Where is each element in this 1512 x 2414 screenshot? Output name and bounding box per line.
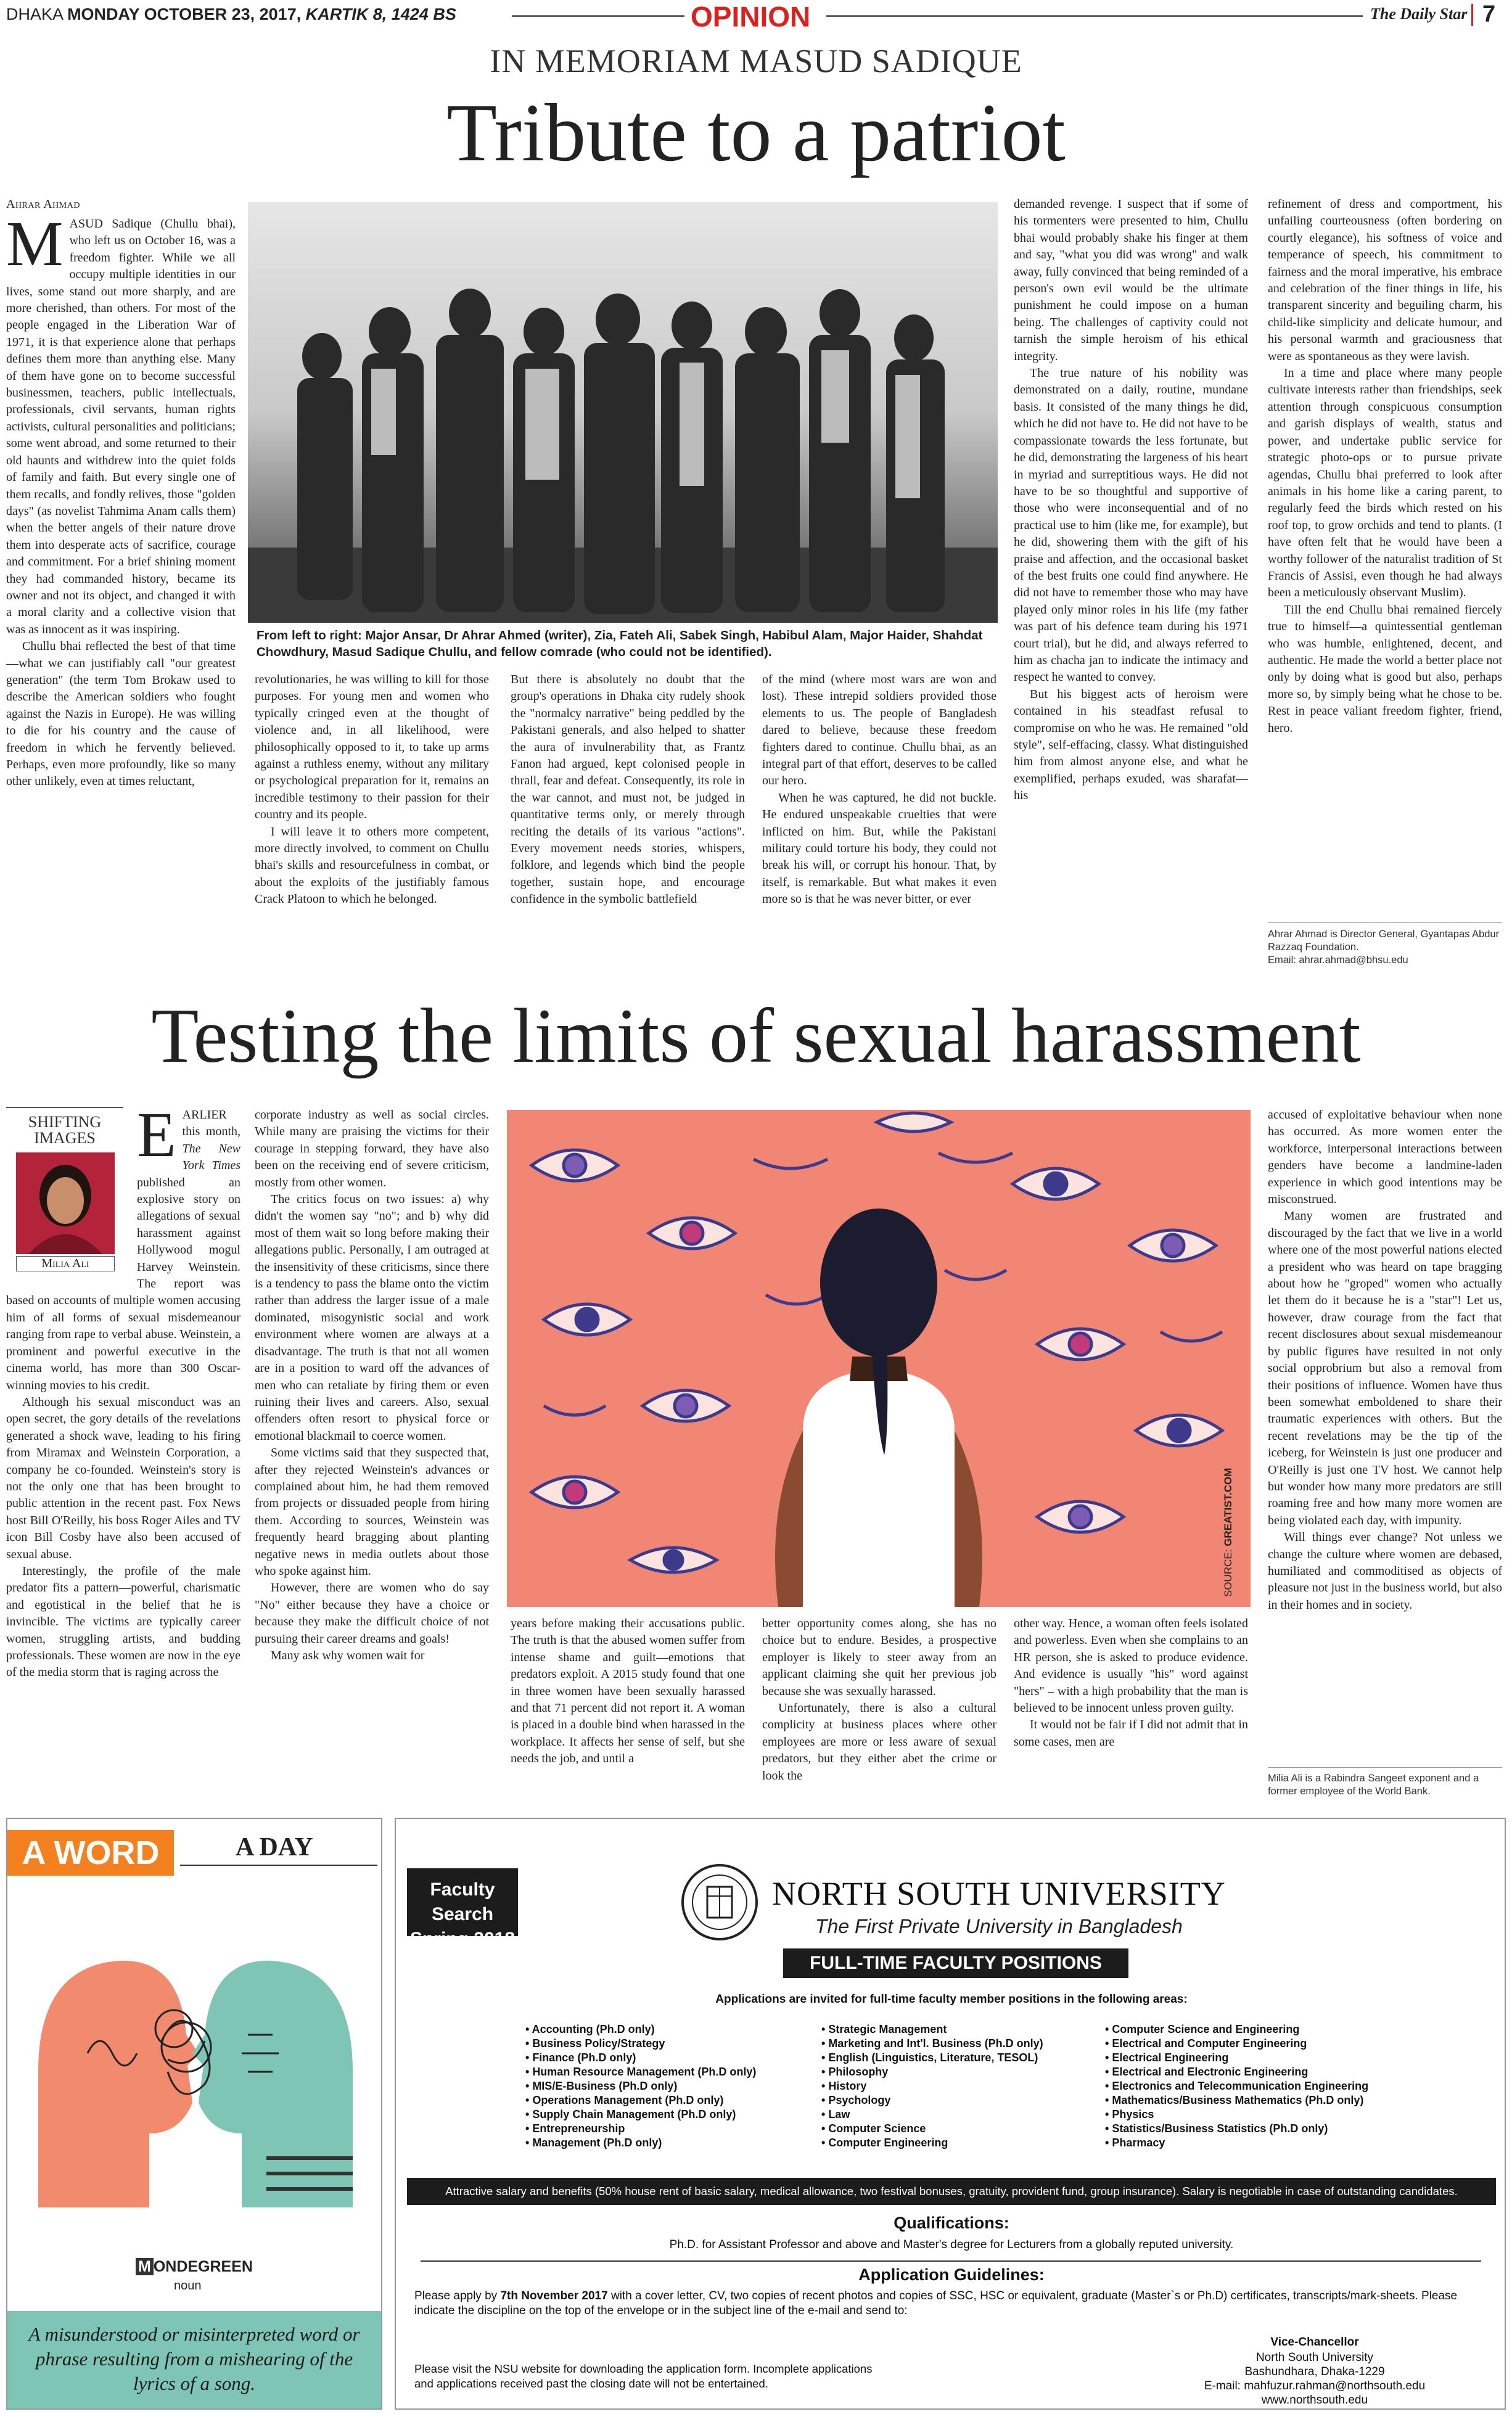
article1-note-rule [1268, 922, 1502, 923]
qualifications-text: Ph.D. for Assistant Professor and above and Master's degree for Lecturers from a globally reputed university. [669, 2238, 1234, 2251]
position-item: • Strategic Management [821, 2022, 1105, 2037]
positions-intro: Applications are invited for full-time faculty member positions in the following areas: [715, 1993, 1188, 2006]
contact-line: North South University [1255, 2351, 1374, 2364]
article1-column-5: demanded revenge. I suspect that if some of his tormenters were presented to him, Chullu bhai would probably shake his finger at them and say, "what you did was wrong" and walk away, fully convinced that being reminded of a person's own evil would be the ultimate punishment he could impose on a human being. The challenges of captivity could not tarnish the simple heroism of his ethical integrity. The true nature of his nobility was demonstrated on a daily, routine, mundane basis. It consisted of the many things he did, which he did not have to. He did not have to be compassionate towards the less fortunate, but he did, demonstrating the largeness of his heart in myriad and surreptitious ways. He did not have to be so thoughtful and supportive of those who were inconsequential and of no practical use to him (like me, for example), but he did, showering them with the gift of his praise and affection, and the occasional basket of the best fruits one could find anywhere. He did not have to remember those who may have played only minor roles in his life (my father was part of his defence team during his 1971 court trial), but he did, and always referred to him as chacha jan to indicate the intimacy and respect he wanted to convey. But his biggest acts of heroism were contained in his steadfast refusal to compromise on who he was. He remained "old style", self-effacing, classy. What distinguished him from almost anyone else, and what he exemplified, perhaps exuded, was sharafat—his [1014, 197, 1248, 803]
position-item: • History [821, 2079, 1105, 2093]
position-item: • Management (Ph.D only) [525, 2136, 815, 2150]
article1-column-4: of the mind (where most wars are won and lost). These intrepid soldiers provided those elements to us. The people of Bangladesh dared to believe, because these freedom fighters dared to continue. Chullu bhai, as an integral part of that effort, deserves to be called our hero. When he was captured, he did not buckle. He endured unspeakable cruelties that were inflicted on him. But, while the Pakistani military could torture his body, they could not break his will, or corrupt his honour. That, by itself, is remarkable. But what makes it even more so is that he was never bitter, or ever [762, 673, 996, 906]
nsu-name: NORTH SOUTH UNIVERSITY [772, 1875, 1226, 1912]
position-item: • Entrepreneurship [525, 2122, 815, 2136]
article2-column-3: years before making their accusations public. The truth is that the abused women suffer from intense shame and guilt—emotions that predators exploit. A 2015 study found that one in three women have been sexually harassed and that 71 percent did not report it. A woman is placed in a double bind when harassed in the workplace. It affects her sense of self, but she needs the job, and until a [511, 1617, 745, 1766]
article2-note-rule [1268, 1767, 1502, 1768]
nsu-crest-icon [680, 1862, 760, 1942]
positions-list-1 [525, 2022, 815, 2150]
image-source-credit: SOURCE: GREATIST.COM [1222, 1468, 1234, 1597]
position-item: • Operations Management (Ph.D only) [525, 2093, 815, 2108]
faculty-positions-banner: FULL-TIME FACULTY POSITIONS [783, 1948, 1128, 1978]
position-item: • Electronics and Telecommunication Engineering [1105, 2079, 1494, 2093]
article1-column-1: MASUD Sadique (Chullu bhai), who left us on October 16, was a freedom fighter. While we all occupy multiple identities in our lives, some stand out more sharply, and are more cherished, than others. For most of the people engaged in the Liberation War of 1971, it is that experience alone that perhaps defines them more than anything else. Many of them have gone on to become successful businessmen, teachers, public intellectuals, professionals, civil servants, human rights activists, cultural personalities and politicians; some went abroad, and some returned to their old haunts and withdrew into the quiet folds of family and faith. But every single one of them recalls, and fondly relives, those "golden days" (as novelist Tahmima Anam calls them) when the better angels of their nature drove them into desperate acts of sacrifice, courage and commitment. For a brief shining moment they had commanded history, became its owner and not its object, and changed it with a moral clarity and a collective vision that was as innocent as it was inspiring. Chullu bhai reflected the best of that time—what we can justifiably call "our greatest generation" (the term Tom Brokaw used to describe the American soldiers who fought against the Nazis in Europe). He was willing to die for his country and the cause of freedom in which he fervently believed. Perhaps, even more profoundly, like so many other unlikely, even at times reluctant, [6, 216, 236, 789]
column-name: SHIFTING IMAGES [28, 1113, 102, 1147]
contact-title: Vice-Chancellor [1270, 2336, 1359, 2349]
word-a-day-title-a: A WORD [7, 1830, 174, 1876]
mondegreen-word: M ONDEGREEN [136, 2258, 253, 2276]
contact-line: E-mail: mahfuzur.rahman@northsouth.edu [1204, 2379, 1426, 2392]
position-item: • Accounting (Ph.D only) [525, 2022, 815, 2037]
section-label: OPINION [691, 1, 811, 33]
article2-column-6: accused of exploitative behaviour when none has occurred. As more women enter the workforce, interpersonal interactions between genders have become a landmine-laden experience in which good intentions may be misconstrued. Many women are frustrated and discouraged by the fact that we live in a world where one of the most powerful nations elected a president who was heard on tape bragging about how he "groped" women who actually let them do it because he is a "star"! Let us, however, draw courage from the fact that recent disclosures about sexual misdemeanour by public figures have resulted in not only social opprobrium but also a removal from their positions of influence. Women have thus been somewhat emboldened to share their traumatic experiences with others. But the recent revelations may be the tip of the iceberg, for Weinstein is just one producer and O'Reilly is just one TV host. We cannot help but wonder how many more predators are still roaming free and how many more women are being violated each day, with impunity. Will things ever change? Not unless we change the culture where women are debased, humiliated and commoditised as objects of pleasure not just in the business world, but also in their homes and in society. [1268, 1108, 1502, 1612]
article1-column-2: revolutionaries, he was willing to kill for those purposes. For young men and women who typically cringed even at the thought of violence and, in all likelihood, were philosophically opposed to it, to take up arms against a ruthless enemy, without any military or psychological preparation for it, remains an incredible testimony to their passion for their country and its people. I will leave it to others more competent, more directly involved, to comment on Chullu bhai's skills and resourcefulness in combat, or about the exploits of the justifiably famous Crack Platoon to which he belonged. [255, 673, 489, 906]
article1-byline: Ahrar Ahmad [6, 197, 80, 211]
article2-column-1: EARLIER this month, The New York Times published an explosive story on allegations of sexual harassment against Hollywood mogul Harvey Weinstein. The report was based on accounts of multiple women accusing him of all forms of sexual misdemeanour ranging from rape to verbal abuse. Weinstein, a prominent and powerful executive in the cinema world, has more than 300 Oscar-winning movies to his credit. Although his sexual misconduct was an open secret, the gory details of the revelations generated a shock wave, leading to his firing from Miramax and Weinstein Corporation, a company he co-founded. Weinstein's story is not the only one that has been brought to public attention in the recent past. Fox News host Bill O'Reilly, his boss Roger Ailes and TV icon Bill Cosby have also been accused of sexual abuse. Interestingly, the profile of the male predator fits a pattern—powerful, charismatic and egotistical in the belief that he is invincible. The victims are typically career women, struggling artists, and budding professionals. These women are now in the eye of the media storm that is raging across the [6, 1107, 240, 1680]
article2-dropcap: E [137, 1107, 176, 1170]
article1-dropcap: M [6, 216, 64, 279]
nsu-ad [395, 1818, 1506, 2410]
article2-author-note: Milia Ali is a Rabindra Sangeet exponent and a former employee of the World Bank. [1268, 1773, 1479, 1797]
position-item: • Marketing and Int'l. Business (Ph.D only) [821, 2037, 1105, 2051]
word-a-day-title-rule [180, 1865, 377, 1866]
contact-line: www.northsouth.edu [1261, 2394, 1368, 2407]
position-item: • MIS/E-Business (Ph.D only) [525, 2079, 815, 2093]
position-item: • Computer Engineering [821, 2136, 1105, 2150]
qualifications-title: Qualifications: [894, 2214, 1009, 2232]
article1-column-6: refinement of dress and comportment, his unfailing courteousness (often bordering on courtly elegance), his softness of voice and temperance of speech, his commitment to fairness and the moral imperative, his embrace and celebration of the finer things in life, his transparent sincerity and beguiling charm, his child-like simplicity and delicate humour, and his personal warmth and graciousness that were as spontaneous as they were lavish. In a time and place where many people cultivate interests rather than friendships, seek attention through conspicuous consumption and garish displays of wealth, status and power, and undertake public service for strategic photo-ops or to pursue private agendas, Chullu bhai preferred to look after animals in his home like a caring parent, to regularly feed the birds which rested on his roof top, to grow orchids and tend to plants. (I have often felt that he would have been a worthy follower of the naturalist tradition of St Francis of Assisi, even though he had always been a meticulously observant Muslim). Till the end Chullu bhai remained fiercely true to himself—a quintessential gentleman who was humble, enlightened, decent, and authentic. He made the world a better place not only by doing what is good but also, perhaps more so, by simply being what he chose to be. Rest in peace valiant freedom fighter, friend, hero. [1268, 197, 1502, 735]
article2-headline: Testing the limits of sexual harassment [151, 993, 1361, 1079]
article2-column-4: better opportunity comes along, she has no choice but to endure. Besides, a prospective employer is likely to steer away from an applicant claiming she quit her previous job because she was sexually harassed. Unfortunately, there is also a cultural complicity at business places where other employees are more or less aware of sexual predators, but they either abet the crime or look the [762, 1617, 996, 1783]
columnist-name-badge: Milia Ali [16, 1256, 115, 1271]
word-a-day-box [6, 1818, 382, 2410]
article1-photo-caption: From left to right: Major Ansar, Dr Ahrar Ahmed (writer), Zia, Fateh Ali, Sabek Singh, Habibul Alam, Major Haider, Shahdat Chowdhury, Masud Sadique Chullu, and fellow comrade (who could not be identified). [257, 628, 983, 659]
position-item: • Philosophy [821, 2065, 1105, 2079]
nsu-tagline: The First Private University in Bangladesh [815, 1915, 1183, 1937]
position-item: • Law [821, 2108, 1105, 2122]
article2-column-5: other way. Hence, a woman often feels isolated and powerless. Even when she complains to an HR person, she is asked to produce evidence. And evidence is usually "his" word against "hers" – with a high probability that the man is believed to be innocent unless proven guilty. It would not be fair if I did not admit that in some cases, men are [1014, 1617, 1248, 1749]
contact-line: Bashundhara, Dhaka-1229 [1244, 2365, 1385, 2378]
masthead-rule-right [826, 15, 1363, 17]
position-item: • Psychology [821, 2093, 1105, 2108]
position-item: • Business Policy/Strategy [525, 2037, 815, 2051]
article2-illustration [507, 1110, 1251, 1607]
article2-column-2: corporate industry as well as social circles. While many are praising the victims for their courage in stepping forward, they have also been on the receiving end of severe criticism, mostly from other women. The critics focus on two issues: a) why didn't the women say "no"; and b) why did most of them wait so long before making their allegations public. Personally, I am outraged at the insensitivity of these criticisms, since there is a tendency to pass the blame onto the victim rather than address the larger issue of a male dominated, misogynistic social and work environment where women are always at a disadvantage. The truth is that not all women are in a position to ward off the advances of men who can retaliate by firing them or even ruining their lives and careers. Also, sexual offenders often resort to physical force or emotional blackmail to coerce women. Some victims said that they suspected that, after they rejected Weinstein's advances or complained about him, he had them removed from projects or dissuaded people from hiring them. According to sources, Weinstein was frequently heard bragging about planting negative news in media outlets about those who spoke against him. However, there are women who do say "No" either because they have a choice or because they make the difficult choice of not pursuing their career dreams and goals! Many ask why women wait for [255, 1108, 489, 1662]
article1-photo [248, 202, 998, 623]
positions-list-3 [1105, 2022, 1494, 2150]
position-item: • Pharmacy [1105, 2136, 1494, 2150]
position-item: • Mathematics/Business Mathematics (Ph.D only) [1105, 2093, 1494, 2108]
position-item: • Finance (Ph.D only) [525, 2051, 815, 2065]
article1-column-3: But there is absolutely no doubt that the group's operations in Dhaka city rudely shook the "normalcy narrative" being peddled by the Pakistani generals, and also helped to shatter the aura of invulnerability that, as Frantz Fanon had argued, kept colonised people in thrall, fear and defeat. Consequently, its role in the war cannot, and must not, be judged in quantitative terms only, or merely through reciting the details of its various "actions". Every movement needs stories, whispers, folklore, and legends which bind the people together, sustain hope, and encourage confidence in the symbolic battlefield [511, 673, 745, 906]
benefits-bar: Attractive salary and benefits (50% house rent of basic salary, medical allowance, two festival bonuses, gratuity, provident fund, group insurance). Salary is negotiable in case of outstanding candidates. [407, 2178, 1496, 2205]
guidelines-title: Application Guidelines: [858, 2265, 1045, 2284]
columnist-box-spacer [6, 1107, 137, 1286]
positions-list-2 [821, 2022, 1105, 2150]
article1-kicker: IN MEMORIAM MASUD SADIQUE [490, 43, 1022, 80]
two-heads-listening-icon [26, 1899, 365, 2207]
position-item: • Computer Science and Engineering [1105, 2022, 1494, 2037]
masthead-rule-left [512, 15, 684, 17]
position-item: • Electrical and Computer Engineering [1105, 2037, 1494, 2051]
masthead [0, 0, 1512, 31]
part-of-speech: noun [174, 2279, 202, 2293]
paper-logo: The Daily Star [1370, 5, 1468, 23]
page-divider [1471, 4, 1473, 26]
position-item: • English (Linguistics, Literature, TESOL) [821, 2051, 1105, 2065]
download-note: Please visit the NSU website for downloading the application form. Incomplete applications and applications received past the closing date will not be entertained. [414, 2362, 873, 2390]
article1-headline: Tribute to a patriot [446, 87, 1066, 178]
position-item: • Computer Science [821, 2122, 1105, 2136]
dateline: DHAKA MONDAY OCTOBER 23, 2017, KARTIK 8, 1424 BS [6, 5, 456, 23]
position-item: • Physics [1105, 2108, 1494, 2122]
guidelines-text: Please apply by 7th November 2017 with a cover letter, CV, two copies of recent photos and copies of SSC, HSC or equivalent, graduate (Master`s or Ph.D) certificates, transcripts/mark-sheets. Please indicate the discipline on the top of the envelope or in the subject line of the e-mail and send to: [414, 2289, 1458, 2317]
word-a-day-title-b: A DAY [236, 1833, 313, 1862]
divider [421, 2260, 1481, 2262]
position-item: • Electrical Engineering [1105, 2051, 1494, 2065]
article1-author-note: Ahrar Ahmad is Director General, Gyantapas Abdur Razzaq Foundation. Email: ahrar.ahmad@bhsu.edu [1268, 929, 1500, 966]
position-item: • Supply Chain Management (Ph.D only) [525, 2108, 815, 2122]
woman-surrounded-by-eyes-illustration [507, 1110, 1251, 1607]
position-item: • Statistics/Business Statistics (Ph.D only) [1105, 2122, 1494, 2136]
page-number: 7 [1482, 1, 1496, 27]
contact-block [1191, 2350, 1438, 2407]
faculty-search-badge: Faculty Search Spring 2018 [407, 1868, 518, 1936]
word-definition: A misunderstood or misinterpreted word or phrase resulting from a mishearing of the lyrics of a song. [7, 2311, 381, 2408]
position-item: • Human Resource Management (Ph.D only) [525, 2065, 815, 2079]
freedom-fighters-group-photo [248, 202, 998, 623]
position-item: • Electrical and Electronic Engineering [1105, 2065, 1494, 2079]
